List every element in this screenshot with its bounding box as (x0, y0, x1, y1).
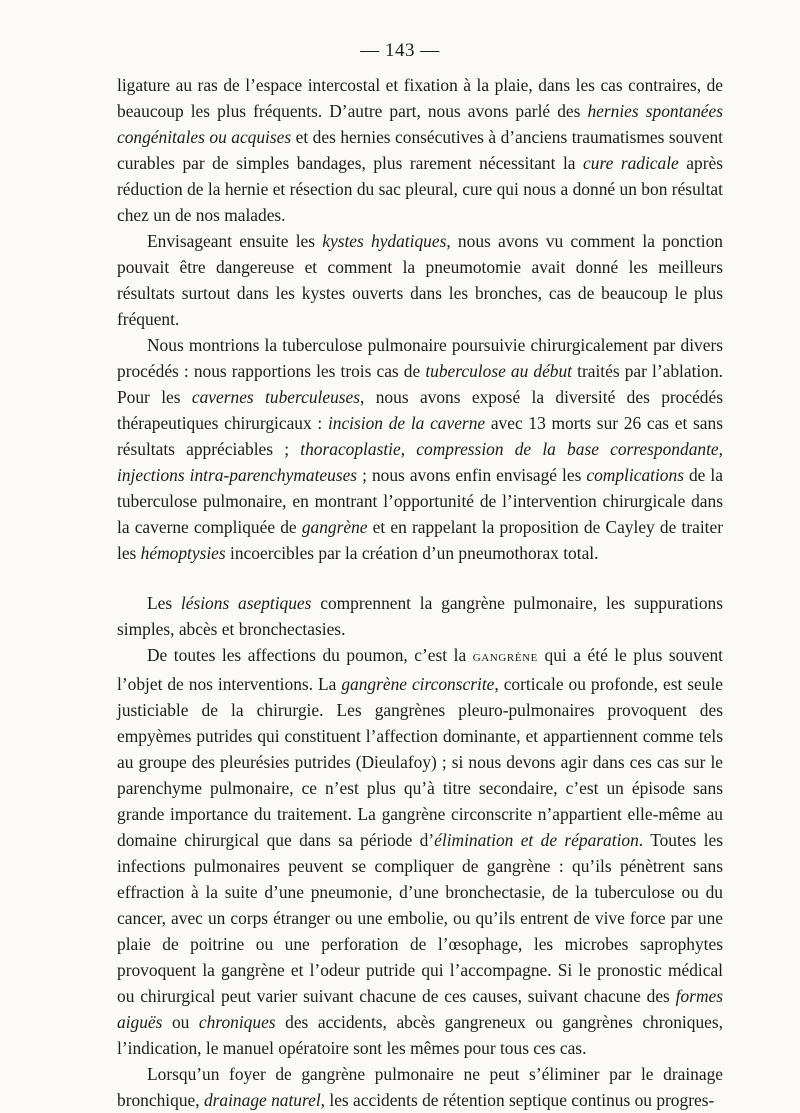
italic-text: kystes hydatiques (322, 231, 447, 251)
text-run: des accidents, abcès gangreneux ou gangrènes chroniques, l’indication, le manuel opératoire sont les mêmes pour tous ces cas. (117, 1012, 723, 1058)
italic-text: chroniques (198, 1012, 276, 1032)
text-run: traités par l’ablation. Pour les (117, 361, 723, 407)
paragraph (117, 228, 723, 332)
italic-text: thoracoplastie, compression de la base correspondante, injections intra-parenchymateuses (117, 439, 723, 485)
italic-text: hernies spontanées congénitales ou acquises (117, 101, 724, 147)
text-run: Les (147, 593, 181, 613)
text-run: . Toutes les infections pulmonaires peuvent se compliquer de gangrène : qu’ils pénètrent sans effraction à la suite d’une pneumonie, d’une bronchectasie, de la tuberculose ou du cancer, avec un corps étranger ou une embolie, ou qu’ils entrent de vive force par une plaie de poitrine ou une perforation de l’œsophage, les microbes saprophytes provoquent la gangrène et l’odeur putride qui l’accompagne. Si le pronostic médical ou chirurgical peut varier suivant chacune de ces causes, suivant chacune des (117, 830, 723, 1006)
italic-text: complications (586, 465, 684, 485)
text-run: , nous avons exposé la diversité des procédés thérapeutiques chirurgicaux : (117, 387, 723, 433)
paragraph (117, 642, 723, 1061)
italic-text: gangrène (301, 517, 368, 537)
italic-text: cure radicale (583, 153, 679, 173)
text-run: ligature au ras de l’espace intercostal et fixation à la plaie, dans les cas contraires, de beaucoup les plus fréquents. D’autre part, nous avons parlé des (117, 75, 723, 121)
body-text (117, 72, 723, 1113)
text-run: ou (162, 1012, 199, 1032)
paragraph (117, 1061, 723, 1113)
text-run: de la tuberculose pulmonaire, en montrant l’opportunité de l’intervention chirurgicale dans la caverne compliquée de (117, 465, 723, 537)
text-run: Lorsqu’un foyer de gangrène pulmonaire ne peut s’éliminer par le drainage bronchique, (117, 1064, 723, 1110)
italic-text: drainage naturel (203, 1090, 321, 1110)
paragraph (117, 72, 723, 228)
text-run: incoercibles par la création d’un pneumothorax total. (225, 543, 599, 563)
text-run: et en rappelant la proposition de Cayley de traiter les (117, 517, 724, 563)
text-run: ; nous avons enfin envisagé les (357, 465, 587, 485)
text-run: et des hernies consécutives à d’anciens traumatismes souvent curables par de simples bandages, plus rarement nécessitant la (117, 127, 723, 173)
text-run: Nous montrions la tuberculose pulmonaire poursuivie chirurgicalement par divers procédés : nous rapportions les trois cas de (117, 335, 723, 381)
paragraph (117, 332, 723, 566)
page-number: — 143 — (360, 40, 440, 61)
italic-text: cavernes tuberculeuses (191, 387, 361, 407)
text-run: qui a été le plus souvent l’objet de nos interventions. La (117, 645, 723, 694)
italic-text: élimination et de réparation (434, 830, 639, 850)
text-run: Envisageant ensuite les (147, 231, 323, 251)
text-run: De toutes les affections du poumon, c’est la (147, 645, 473, 665)
italic-text: gangrène circonscrite (341, 674, 495, 694)
text-run: après réduction de la hernie et résection du sac pleural, cure qui nous a donné un bon résultat chez un de nos malades. (117, 153, 723, 225)
italic-text: formes aiguës (117, 986, 723, 1032)
paragraph-gap (117, 566, 723, 590)
text-run: , corticale ou profonde, est seule justiciable de la chirurgie. Les gangrènes pleuro-pulmonaires provoquent des empyèmes putrides qui constituent l’affection dominante, et appartiennent comme tels au groupe des pleurésies putrides (Dieulafoy) ; si nous devons agir dans ces cas sur le parenchyme pulmonaire, ce n’est plus qu’à titre secondaire, c’est un épisode sans grande importance du traitement. La gangrène circonscrite n’appartient elle-même au domaine chirurgical que dans sa période d’ (117, 674, 724, 850)
italic-text: hémoptysies (140, 543, 226, 563)
paragraph (117, 590, 723, 642)
small-caps-text: GANGRÈNE (472, 652, 538, 664)
italic-text: incision de la caverne (327, 413, 486, 433)
text-run: avec 13 morts sur 26 cas et sans résultats appréciables ; (117, 413, 723, 459)
text-run: , les accidents de rétention septique continus ou progres- (320, 1090, 715, 1110)
text-run: comprennent la gangrène pulmonaire, les suppurations simples, abcès et bronchectasies. (117, 593, 723, 639)
text-run: , nous avons vu comment la ponction pouvait être dangereuse et comment la pneumotomie avait donné les meilleurs résultats surtout dans les kystes ouverts dans les bronches, cas de beaucoup le plus fréquent. (117, 231, 724, 329)
italic-text: tuberculose au début (425, 361, 573, 381)
italic-text: lésions aseptiques (180, 593, 312, 613)
